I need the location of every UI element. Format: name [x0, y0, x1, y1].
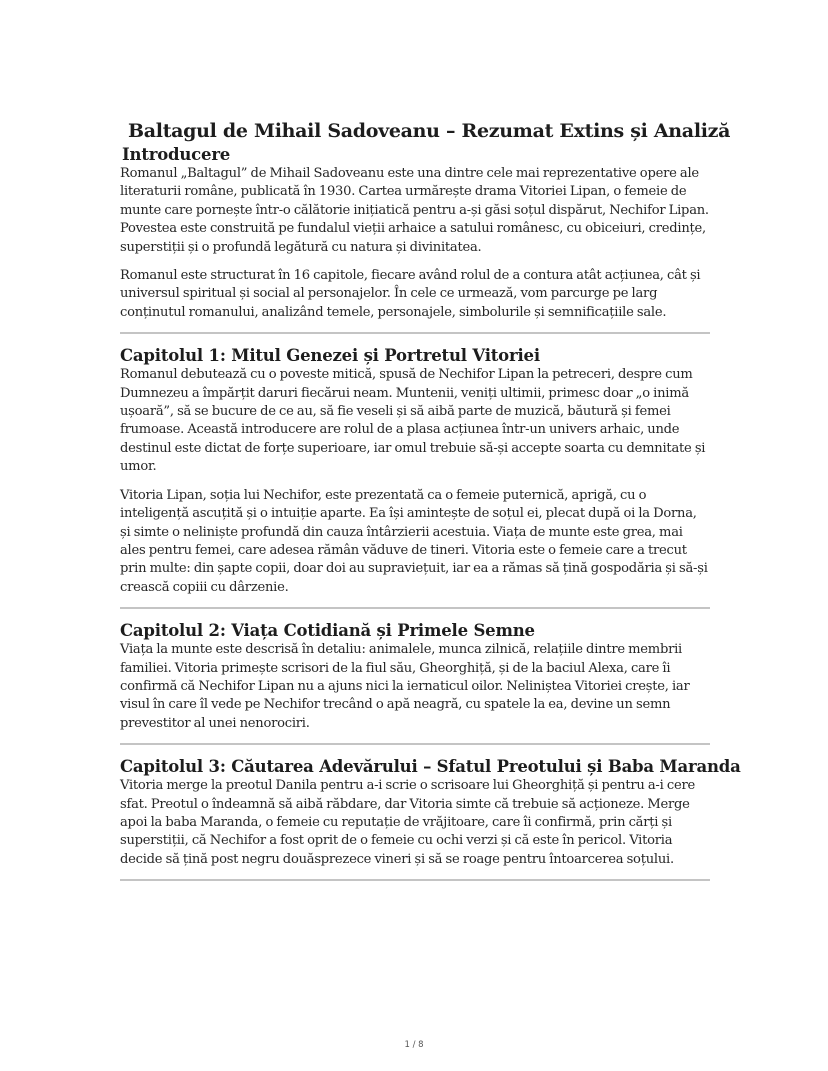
section-introducere	[120, 145, 710, 334]
page-number: 1 / 8	[404, 1040, 424, 1050]
section-capitolul-2	[120, 621, 710, 745]
section-divider	[120, 743, 710, 745]
paragraph: Romanul „Baltagul” de Mihail Sadoveanu este una dintre cele mai reprezentative opere ale literaturii române, publicată în 1930. Cartea urmărește drama Vitoriei Lipan, o femeie de munte care pornește într-o călătorie inițiatică pentru a-și găsi soțul dispărut, Nechifor Lipan. Povestea este construită pe fundalul vieții arhaice a satului românesc, cu obiceiuri, credințe, superstiții și o profundă legătură cu natura și divinitatea.	[120, 166, 709, 255]
section-capitolul-3	[120, 757, 741, 881]
paragraph: Vitoria Lipan, soția lui Nechifor, este prezentată ca o femeie puternică, aprigă, cu o inteligență ascuțită și o intuiție aparte. Ea își amintește de soțul ei, plecat după oi la Dorna, și simte o neliniște profundă din cauza întârzierii acestuia. Viața de munte este grea, mai ales pentru femei, care adesea rămân văduve de tineri. Vitoria este o femeie care a trecut prin multe: din șapte copii, doar doi au supraviețuit, iar ea a rămas să țină gospodăria și să-și crească copiii cu dârzenie.	[120, 487, 708, 595]
section-heading: Capitolul 2: Viața Cotidiană și Primele Semne	[120, 621, 535, 641]
section-capitolul-1	[120, 346, 710, 609]
document-title: Baltagul de Mihail Sadoveanu – Rezumat Extins și Analiză	[128, 120, 731, 142]
section-heading: Capitolul 1: Mitul Genezei și Portretul Vitoriei	[120, 346, 540, 366]
paragraph: Viața la munte este descrisă în detaliu: animalele, munca zilnică, relațiile dintre membrii familiei. Vitoria primește scrisori de la fiul său, Gheorghiță, și de la baciul Alexa, care îi confirmă că Nechifor Lipan nu a ajuns nici la iernaticul oilor. Neliniștea Vitoriei crește, iar visul în care îl vede pe Nechifor trecând o apă neagră, cu spatele la ea, devine un semn prevestitor al unei nenorociri.	[120, 642, 690, 731]
paragraph: Romanul debutează cu o poveste mitică, spusă de Nechifor Lipan la petreceri, despre cum Dumnezeu a împărțit daruri fiecărui neam. Muntenii, veniți ultimii, primesc doar „o inimă ușoară”, să se bucure de ce au, să fie veseli și să aibă parte de muzică, băutură și femei frumoase. Această introducere are rolul de a plasa acțiunea într-un univers arhaic, unde destinul este dictat de forțe superioare, iar omul trebuie să-și accepte soarta cu demnitate și umor.	[120, 367, 706, 475]
paragraph: Vitoria merge la preotul Danila pentru a-i scrie o scrisoare lui Gheorghiță și pentru a-i cere sfat. Preotul o îndeamnă să aibă răbdare, dar Vitoria simte că trebuie să acționeze. Merge apoi la baba Maranda, o femeie cu reputație de vrăjitoare, care îi confirmă, prin cărți și superstiții, că Nechifor a fost oprit de o femeie cu ochi verzi și că este în pericol. Vitoria decide să țină post negru douăsprezece vineri și să se roage pentru întoarcerea soțului.	[120, 778, 695, 867]
section-heading: Capitolul 3: Căutarea Adevărului – Sfatul Preotului și Baba Maranda	[120, 757, 741, 777]
section-divider	[120, 879, 710, 881]
section-divider	[120, 607, 710, 609]
page-content	[120, 120, 741, 893]
section-heading: Introducere	[122, 145, 231, 164]
paragraph: Romanul este structurat în 16 capitole, fiecare având rolul de a contura atât acțiunea, cât și universul spiritual și social al personajelor. În cele ce urmează, vom parcurge pe larg conținutul romanului, analizând temele, personajele, simbolurile și semnificațiile sale.	[120, 268, 701, 320]
section-divider	[120, 332, 710, 334]
